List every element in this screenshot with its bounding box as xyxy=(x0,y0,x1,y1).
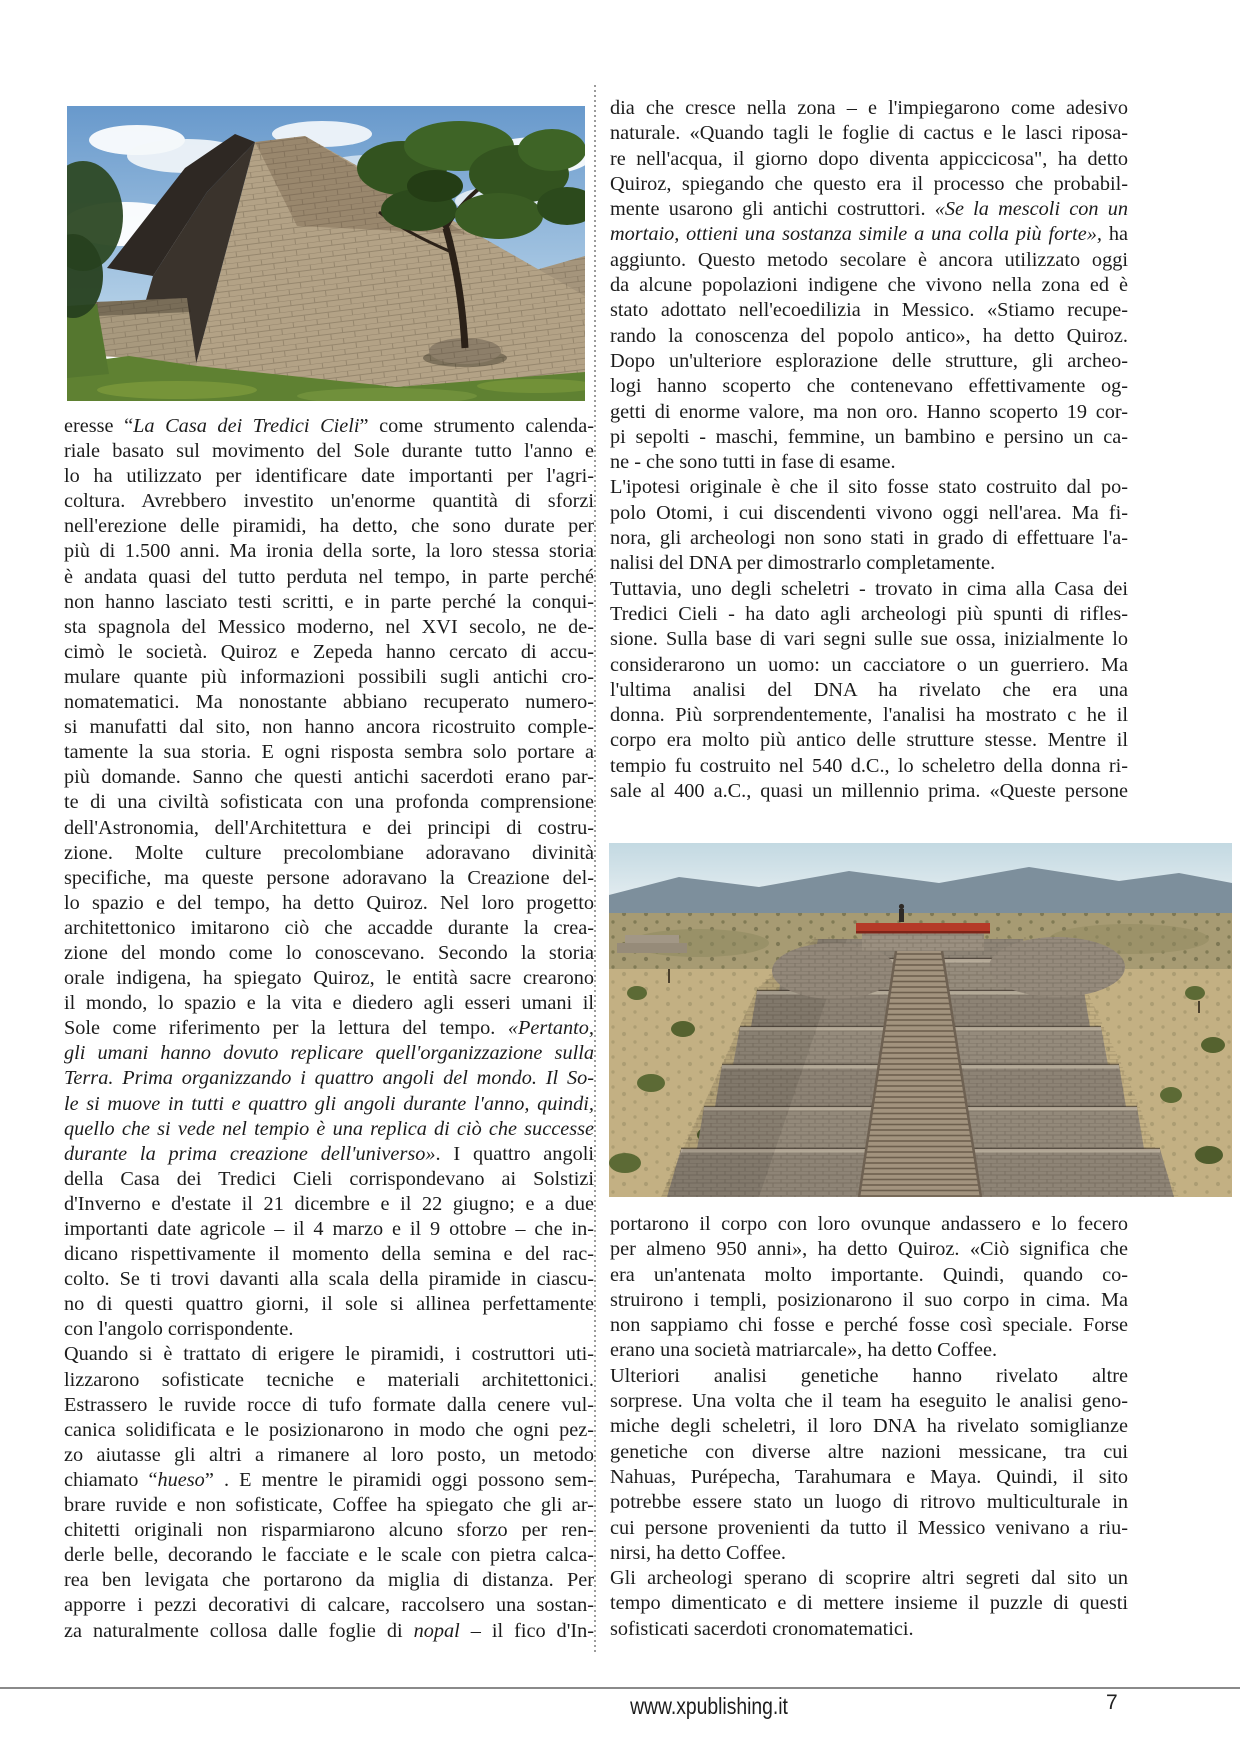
text-line: lizzarono sofisticate tecniche e materiali architettonici. xyxy=(64,1368,594,1391)
footer-url: www.xpublishing.it xyxy=(630,1693,788,1719)
text-line: orale indigena, ha spiegato Quiroz, le entità sacre crearono xyxy=(64,967,594,990)
text-line: considerarono un uomo: un cacciatore o un guerriero. Ma xyxy=(610,653,1128,676)
text-line: tempo dimenticato e di mettere insieme il puzzle di questi xyxy=(610,1592,1128,1615)
text-line: per almeno 950 anni», ha detto Quiroz. «Ciò significa che xyxy=(610,1238,1128,1261)
text-line: pi sepolti - maschi, femmine, un bambino e persino un ca- xyxy=(610,425,1128,448)
text-line: da alcune popolazioni indigene che vivono nella zona ed è xyxy=(610,274,1128,297)
text-line: chitetti originali non risparmiarono alcuno sforzo per ren- xyxy=(64,1519,594,1542)
text-line: logi hanno scoperto che contenevano effettivamente og- xyxy=(610,375,1128,398)
text-line: non sappiamo chi fosse e perché fosse così speciale. Forse xyxy=(610,1314,1128,1337)
text-line: Quiroz, spiegando che questo era il processo che probabil- xyxy=(610,172,1128,195)
text-line: Sole come riferimento per la lettura del tempo. «Pertanto, xyxy=(64,1017,594,1040)
text-line: lo spazio e del tempo, ha detto Quiroz. Nel loro progetto xyxy=(64,891,594,914)
text-line: durante la prima creazione dell'universo». I quattro angoli xyxy=(64,1142,594,1165)
text-line: colto. Se ti trovi davanti alla scala della piramide in ciascu- xyxy=(64,1268,594,1291)
text-line: mortaio, ottieni una sostanza simile a una colla più forte», ha xyxy=(610,223,1129,246)
text-line: nora, gli archeologi non sono stati in grado di effettuare l'a- xyxy=(610,527,1128,550)
text-line: l'ultima analisi del DNA ha rivelato che era una xyxy=(610,678,1128,701)
text-line: lo ha utilizzato per identificare date importanti per l'agri- xyxy=(64,465,594,488)
text-line: miche degli scheletri, il loro DNA ha rivelato somiglianze xyxy=(610,1415,1128,1438)
text-line: sorprese. Una volta che il team ha eseguito le analisi geno- xyxy=(610,1390,1128,1413)
text-line: Dopo un'ulteriore esplorazione delle strutture, gli archeo- xyxy=(610,349,1128,372)
text-line: chiamato “hueso” . E mentre le piramidi oggi possono sem- xyxy=(64,1468,595,1491)
text-line: zo aiutasse gli altri a rimanere al loro posto, un metodo xyxy=(64,1443,594,1466)
text-line: con l'angolo corrispondente. xyxy=(64,1318,294,1341)
pyramid-photo-bottom xyxy=(609,843,1232,1197)
text-line: Gli archeologi sperano di scoprire altri segreti dal sito un xyxy=(610,1567,1128,1590)
text-line: si manufatti dal sito, non hanno ancora ricostruito comple- xyxy=(64,716,594,739)
text-line: zione del mondo come lo conoscevano. Secondo la storia xyxy=(64,941,594,964)
text-line: zione. Molte culture precolombiane adoravano divinità xyxy=(64,841,594,864)
pyramid-photo-top xyxy=(67,106,585,401)
text-line: canica solidificata e le posizionarono in modo che ogni pez- xyxy=(64,1418,594,1441)
text-line: architettonico imitarono ciò che accadde durante la crea- xyxy=(64,916,594,939)
text-line: nell'erezione delle piramidi, ha detto, che sono durate per xyxy=(64,515,594,538)
article-column-right-top xyxy=(610,96,1128,804)
text-line: za naturalmente collosa dalle foglie di nopal – il fico d'In- xyxy=(64,1619,595,1642)
text-line: naturale. «Quando tagli le foglie di cactus e le lasci riposa- xyxy=(610,122,1128,145)
text-line: Nahuas, Purépecha, Tarahumara e Maya. Quindi, il sito xyxy=(610,1465,1128,1488)
text-line: tamente la sua storia. E ogni risposta sembra solo portare a xyxy=(64,741,594,764)
text-line: polo Otomi, i cui discendenti vivono oggi nell'area. Ma fi- xyxy=(610,501,1128,524)
text-line: derle belle, decorando le facciate e le scale con pietra calca- xyxy=(64,1544,594,1567)
text-line: quello che si vede nel tempio è una replica di ciò che successe xyxy=(64,1117,594,1140)
text-line: apporre i pezzi decorativi di calcare, raccolsero una sostan- xyxy=(64,1594,594,1617)
text-line: cimò le società. Quiroz e Zepeda hanno cercato di accu- xyxy=(64,640,594,663)
text-line: stato adottato nell'ecoedilizia in Messico. «Stiamo recupe- xyxy=(610,299,1128,322)
text-line: getti di enorme valore, ma non oro. Hanno scoperto 19 cor- xyxy=(610,400,1128,423)
text-line: te di una civiltà sofisticata con una profonda comprensione xyxy=(64,791,594,814)
text-line: è andata quasi del tutto perduta nel tempo, in parte perché xyxy=(64,565,594,588)
text-line: eresse “La Casa dei Tredici Cieli” come strumento calenda- xyxy=(64,415,594,437)
text-line: re nell'acqua, il giorno dopo diventa appiccicosa", ha detto xyxy=(610,147,1128,170)
text-line: donna. Più sorprendentemente, l'analisi ha mostrato c he il xyxy=(610,704,1128,727)
text-line: nalisi del DNA per dimostrarlo completamente. xyxy=(610,552,996,575)
pyramid-photo-bottom-art xyxy=(609,843,1232,1197)
text-line: nomatematici. Ma nonostante abbiano recuperato numero- xyxy=(64,691,594,714)
text-line: Quando si è trattato di erigere le piramidi, i costruttori uti- xyxy=(64,1343,594,1366)
article-column-right-bottom xyxy=(610,1212,1128,1642)
page-number: 7 xyxy=(1106,1691,1118,1714)
text-line: dia che cresce nella zona – e l'impiegarono come adesivo xyxy=(610,97,1128,119)
text-line: nirsi, ha detto Coffee. xyxy=(610,1541,786,1564)
article-column-left xyxy=(64,414,594,1644)
footer-rule xyxy=(0,1687,1240,1689)
text-line: Estrassero le ruvide rocce di tufo formate dalla cenere vul- xyxy=(64,1393,594,1416)
text-line: tempio fu costruito nel 540 d.C., lo scheletro della donna ri- xyxy=(610,754,1128,777)
text-line: dicano rispettivamente il momento della semina e del rac- xyxy=(64,1243,594,1266)
text-line: brare ruvide e non sofisticate, Coffee ha spiegato che gli ar- xyxy=(64,1494,594,1517)
text-line: sione. Sulla base di vari segni sulle sue ossa, inizialmente lo xyxy=(610,628,1128,651)
text-line: mulare quante più informazioni possibili sugli antichi cro- xyxy=(64,665,594,688)
text-line: sofisticati sacerdoti cronomatematici. xyxy=(610,1617,914,1640)
text-line: potrebbe essere stato un luogo di ritrovo multiculturale in xyxy=(610,1491,1128,1514)
text-line: Tuttavia, uno degli scheletri - trovato in cima alla Casa dei xyxy=(610,577,1128,600)
text-line: gli umani hanno dovuto replicare quell'organizzazione sulla xyxy=(64,1042,594,1065)
text-line: specifiche, ma queste persone adoravano la Creazione del- xyxy=(64,866,594,889)
text-line: d'Inverno e d'estate il 21 dicembre e il 22 giugno; e a due xyxy=(64,1192,594,1215)
text-line: coltura. Avrebbero investito un'enorme quantità di sforzi xyxy=(64,490,594,513)
text-line: Ulteriori analisi genetiche hanno rivelato altre xyxy=(610,1364,1128,1387)
text-line: no di questi quattro giorni, il sole si allinea perfettamente xyxy=(64,1293,594,1316)
text-line: mente usarono gli antichi costruttori. «Se la mescoli con un xyxy=(610,198,1128,221)
text-line: genetiche con diverse altre nazioni messicane, tra cui xyxy=(610,1440,1128,1463)
text-line: più di 1.500 anni. Ma ironia della sorte, la loro stessa storia xyxy=(64,540,594,563)
text-line: corpo era molto più antico delle strutture stesse. Mentre il xyxy=(610,729,1128,752)
text-line: Tredici Cieli - ha dato agli archeologi più spunti di rifles- xyxy=(610,602,1128,625)
text-line: aggiunto. Questo metodo secolare è ancora utilizzato oggi xyxy=(610,248,1128,271)
text-line: il mondo, lo spazio e la vita e diedero agli esseri umani il xyxy=(64,992,594,1015)
text-line: rea ben levigata che portarono da miglia di distanza. Per xyxy=(64,1569,594,1592)
text-line: le si muove in tutti e quattro gli angoli durante l'anno, quindi, xyxy=(64,1092,594,1115)
text-line: sale al 400 a.C., quasi un millennio prima. «Queste persone xyxy=(610,780,1128,803)
text-line: erano una società matriarcale», ha detto Coffee. xyxy=(610,1339,998,1362)
text-line: era un'antenata molto importante. Quindi, quando co- xyxy=(610,1263,1128,1286)
text-line: importanti date agricole – il 4 marzo e il 9 ottobre – che in- xyxy=(64,1218,594,1240)
text-line: rando la conoscenza del popolo antico», ha detto Quiroz. xyxy=(610,324,1128,347)
text-line: più domande. Sanno che questi antichi sacerdoti erano par- xyxy=(64,766,594,789)
text-line: struirono i templi, posizionarono il suo corpo in cima. Ma xyxy=(610,1288,1128,1311)
column-divider-dotted-rule xyxy=(594,85,596,1652)
text-line: non hanno lasciato testi scritti, e in parte perché la conqui- xyxy=(64,590,594,613)
pyramid-photo-top-art xyxy=(67,106,585,401)
text-line: Terra. Prima organizzando i quattro angoli del mondo. Il So- xyxy=(64,1067,594,1090)
text-line: riale basato sul movimento del Sole durante tutto l'anno e xyxy=(64,440,594,463)
text-line: portarono il corpo con loro ovunque andassero e lo fecero xyxy=(610,1213,1128,1235)
text-line: della Casa dei Tredici Cieli corrispondevano ai Solstizi xyxy=(64,1167,594,1190)
text-line: sta spagnola del Messico moderno, nel XVI secolo, ne de- xyxy=(64,615,594,638)
text-line: dell'Astronomia, dell'Architettura e dei principi di costru- xyxy=(64,816,594,839)
text-line: ne - che sono tutti in fase di esame. xyxy=(610,451,896,474)
text-line: cui persone provenienti da tutto il Messico venivano a riu- xyxy=(610,1516,1128,1539)
text-line: L'ipotesi originale è che il sito fosse stato costruito dal po- xyxy=(610,476,1128,499)
